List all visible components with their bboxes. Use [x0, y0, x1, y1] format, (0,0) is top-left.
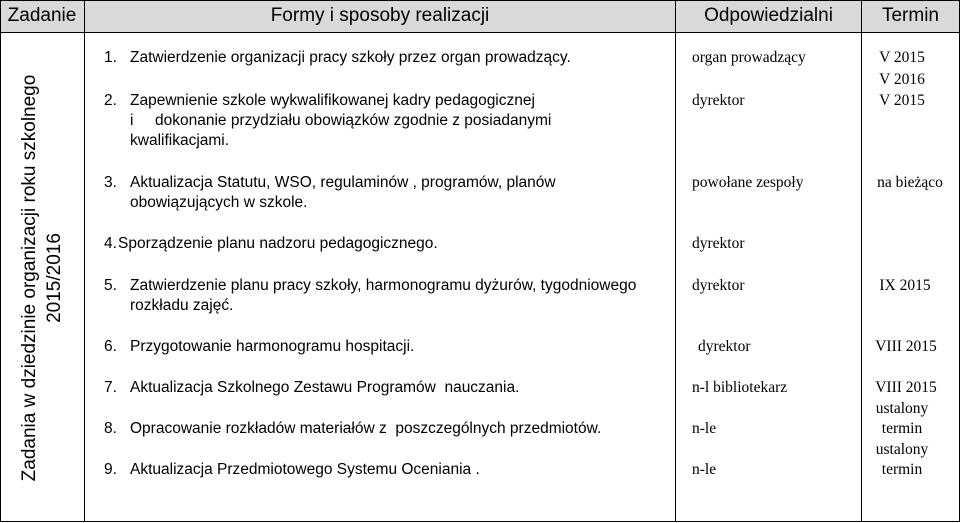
item-number: 3. [104, 174, 117, 191]
term-value: termin [881, 461, 923, 478]
header-termin [862, 0, 959, 32]
task-line-1: Zadania w dziedzinie organizacji roku szkolnego [19, 74, 40, 481]
item-text: Sporządzenie planu nadzoru pedagogicznego. [118, 235, 438, 252]
header-formy-label: Formy i sposoby realizacji [270, 5, 490, 26]
header-odpowiedzialni-label: Odpowiedzialni [704, 5, 833, 26]
border-top [0, 0, 960, 1]
item-text: Przygotowanie harmonogramu hospitacji. [130, 338, 415, 355]
term-value: ustalony [875, 400, 929, 417]
term-value: V 2015 [879, 92, 925, 109]
border-bottom [0, 521, 960, 522]
term-value: termin [881, 420, 923, 437]
item-text: Zatwierdzenie planu pracy szkoły, harmonogramu dyżurów, tygodniowego [130, 277, 637, 294]
item-text: Aktualizacja Szkolnego Zestawu Programów nauczania. [130, 379, 520, 396]
item-number: 6. [104, 338, 117, 355]
item-text: obowiązujących w szkole. [130, 194, 308, 211]
header-termin-label: Termin [881, 5, 939, 26]
header-formy [85, 0, 675, 32]
term-value: V 2016 [879, 71, 925, 88]
term-value: ustalony [875, 441, 929, 458]
item-number: 1. [104, 49, 117, 66]
header-zadanie [0, 0, 84, 32]
term-value: VIII 2015 [875, 338, 937, 355]
responsible-value: dyrektor [692, 277, 745, 294]
item-text: kwalifikacjami. [130, 132, 230, 149]
responsible-value: n-l bibliotekarz [692, 379, 788, 396]
task-label [17, 48, 67, 508]
item-number: 8. [104, 420, 117, 437]
task-cell [0, 33, 84, 522]
responsible-value: n-le [692, 461, 717, 478]
item-number: 7. [104, 379, 117, 396]
header-odpowiedzialni [676, 0, 861, 32]
responsible-value: dyrektor [692, 235, 745, 252]
term-value: V 2015 [879, 49, 925, 66]
item-number: 4. [104, 235, 117, 252]
item-text: rozkładu zajęć. [130, 297, 234, 314]
term-value: VIII 2015 [875, 379, 937, 396]
item-text: Zatwierdzenie organizacji pracy szkoły przez organ prowadzący. [130, 49, 571, 66]
item-number: 5. [104, 277, 117, 294]
responsible-value: n-le [692, 420, 717, 437]
item-text: Aktualizacja Przedmiotowego Systemu Oceniania . [130, 461, 480, 478]
item-text: Opracowanie rozkładów materiałów z poszczególnych przedmiotów. [130, 420, 602, 437]
term-value: na bieżąco [877, 174, 943, 191]
term-value: IX 2015 [879, 277, 931, 294]
item-number: 2. [104, 92, 117, 109]
item-text: Aktualizacja Statutu, WSO, regulaminów , programów, planów [130, 174, 556, 191]
item-text: i dokonanie przydziału obowiązków zgodnie z posiadanymi [130, 112, 552, 129]
responsible-value: powołane zespoły [692, 174, 804, 191]
item-text: Zapewnienie szkole wykwalifikowanej kadry pedagogicznej [130, 92, 535, 109]
task-line-2: 2015/2016 [44, 232, 65, 323]
divider-col2 [675, 0, 676, 522]
header-divider [0, 32, 960, 33]
responsible-value: dyrektor [692, 92, 745, 109]
responsible-value: organ prowadzący [692, 49, 806, 66]
responsible-value: dyrektor [698, 338, 751, 355]
item-number: 9. [104, 461, 117, 478]
divider-col1 [84, 0, 85, 522]
header-zadanie-label: Zadanie [7, 5, 77, 26]
